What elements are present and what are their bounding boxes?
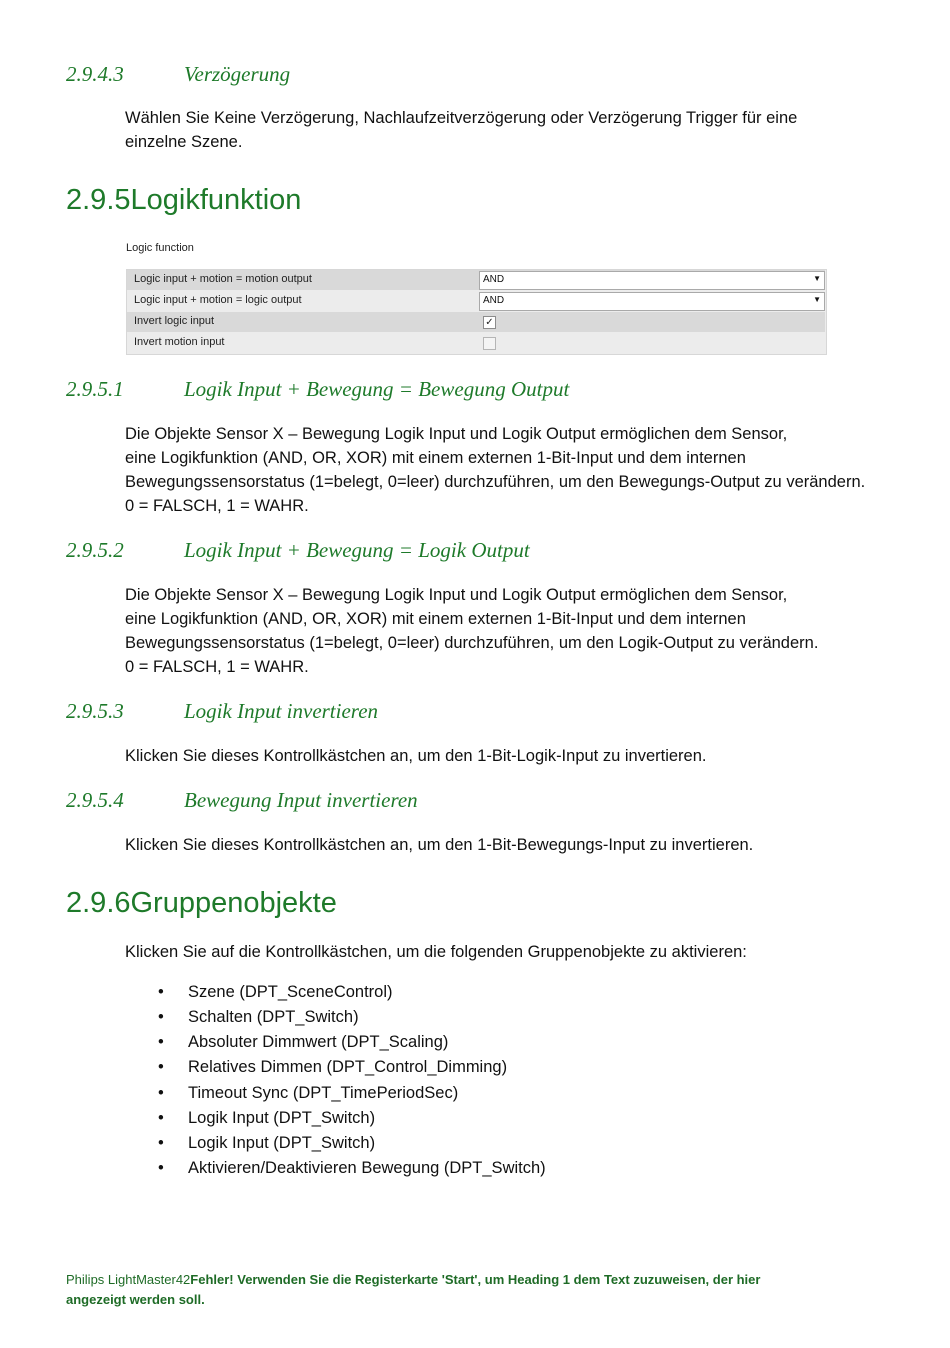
list-item-text: Timeout Sync (DPT_TimePeriodSec) [188, 1084, 459, 1102]
footer-brand: Philips LightMaster42 [66, 1272, 191, 1287]
paragraph-verzoegerung [125, 106, 905, 154]
row-label: Invert logic input [134, 315, 215, 327]
heading-title: Logik Input + Bewegung = Bewegung Output [184, 377, 570, 401]
text-line: Die Objekte Sensor X – Bewegung Logik Input und Logik Output ermöglichen dem Sensor, [125, 586, 788, 604]
paragraph-logic-logic-output [125, 583, 925, 679]
heading-title: Verzögerung [184, 62, 291, 86]
heading-number: 2.9.5.2 [66, 538, 124, 562]
heading-number: 2.9.6 [66, 887, 131, 919]
bullet-icon: • [158, 1008, 164, 1026]
paragraph-invert-logic [125, 744, 925, 768]
select-value: AND [483, 295, 505, 306]
text-line: Klicken Sie dieses Kontrollkästchen an, um den 1-Bit-Logik-Input zu invertieren. [125, 747, 707, 765]
row-value [479, 334, 825, 352]
bullet-icon: • [158, 1109, 164, 1127]
bullet-icon: • [158, 1058, 164, 1076]
paragraph-invert-motion [125, 833, 925, 857]
list-item-text: Absoluter Dimmwert (DPT_Scaling) [188, 1033, 449, 1051]
text-line: Bewegungssensorstatus (1=belegt, 0=leer) durchzuführen, um den Bewegungs-Output zu verändern. [125, 473, 866, 491]
chevron-down-icon: ▼ [813, 295, 821, 304]
row-value [479, 292, 825, 310]
heading-2-9-5-3 [66, 699, 766, 727]
list-item-text: Schalten (DPT_Switch) [188, 1008, 359, 1026]
footer-line-1 [66, 1270, 886, 1290]
text-line: 0 = FALSCH, 1 = WAHR. [125, 497, 309, 515]
list-item-text: Logik Input (DPT_Switch) [188, 1109, 376, 1127]
heading-number: 2.9.4.3 [66, 62, 124, 86]
list-item-text: Logik Input (DPT_Switch) [188, 1134, 376, 1152]
heading-2-9-5-4 [66, 788, 766, 816]
select-value: AND [483, 274, 505, 285]
paragraph-logic-motion-output [125, 422, 925, 518]
bullet-icon: • [158, 1134, 164, 1152]
heading-2-9-5-2 [66, 538, 766, 566]
row-value [479, 271, 825, 289]
motion-output-select[interactable] [479, 271, 825, 290]
chevron-down-icon: ▼ [813, 274, 821, 283]
text-line: Bewegungssensorstatus (1=belegt, 0=leer) durchzuführen, um den Logik-Output zu verändern. [125, 634, 819, 652]
page-footer [66, 1270, 886, 1310]
heading-2-9-5-1 [66, 377, 766, 405]
heading-title: Logik Input + Bewegung = Logik Output [184, 538, 530, 562]
text-line: eine Logikfunktion (AND, OR, XOR) mit einem externen 1-Bit-Input und dem internen [125, 449, 746, 467]
row-label: Logic input + motion = logic output [134, 294, 302, 306]
invert-logic-checkbox[interactable]: ✓ [483, 316, 496, 329]
heading-title: Logikfunktion [130, 184, 302, 216]
heading-number: 2.9.5.4 [66, 788, 124, 812]
bullet-icon: • [158, 983, 164, 1001]
heading-number: 2.9.5 [66, 184, 131, 216]
footer-error-text: Fehler! Verwenden Sie die Registerkarte 'Start', um Heading 1 dem Text zuzuweisen, der hier [190, 1272, 761, 1287]
heading-title: Bewegung Input invertieren [184, 788, 418, 812]
heading-title: Logik Input invertieren [184, 699, 379, 723]
heading-2-9-4-3 [66, 62, 566, 90]
panel-row-logic-output [127, 291, 825, 311]
text-line: eine Logikfunktion (AND, OR, XOR) mit einem externen 1-Bit-Input und dem internen [125, 610, 746, 628]
row-label: Logic input + motion = motion output [134, 273, 312, 285]
logic-output-select[interactable] [479, 292, 825, 311]
heading-title: Gruppenobjekte [130, 887, 337, 919]
paragraph-group-objects-intro [125, 940, 925, 964]
footer-line-2: angezeigt werden soll. [66, 1292, 205, 1307]
text-line: Klicken Sie dieses Kontrollkästchen an, um den 1-Bit-Bewegungs-Input zu invertieren. [125, 836, 754, 854]
heading-2-9-6 [66, 887, 337, 920]
panel-row-motion-output [127, 270, 825, 290]
text-line: Klicken Sie auf die Kontrollkästchen, um die folgenden Gruppenobjekte zu aktivieren: [125, 943, 747, 961]
panel-row-invert-motion [127, 333, 825, 353]
row-label: Invert motion input [134, 336, 225, 348]
heading-number: 2.9.5.1 [66, 377, 124, 401]
text-line: 0 = FALSCH, 1 = WAHR. [125, 658, 309, 676]
text-line: einzelne Szene. [125, 133, 243, 151]
bullet-icon: • [158, 1159, 164, 1177]
group-objects-list [158, 983, 858, 1193]
bullet-icon: • [158, 1033, 164, 1051]
logic-panel-heading: Logic function [126, 242, 194, 254]
bullet-icon: • [158, 1084, 164, 1102]
heading-number: 2.9.5.3 [66, 699, 124, 723]
list-item-text: Szene (DPT_SceneControl) [188, 983, 393, 1001]
logic-function-panel [126, 269, 827, 355]
panel-row-invert-logic [127, 312, 825, 332]
heading-2-9-5 [66, 184, 301, 217]
invert-motion-checkbox[interactable] [483, 337, 496, 350]
list-item-text: Relatives Dimmen (DPT_Control_Dimming) [188, 1058, 508, 1076]
row-value [479, 313, 825, 331]
text-line: Die Objekte Sensor X – Bewegung Logik Input und Logik Output ermöglichen dem Sensor, [125, 425, 788, 443]
list-item-text: Aktivieren/Deaktivieren Bewegung (DPT_Switch) [188, 1159, 546, 1177]
text-line: Wählen Sie Keine Verzögerung, Nachlaufzeitverzögerung oder Verzögerung Trigger für eine [125, 109, 798, 127]
